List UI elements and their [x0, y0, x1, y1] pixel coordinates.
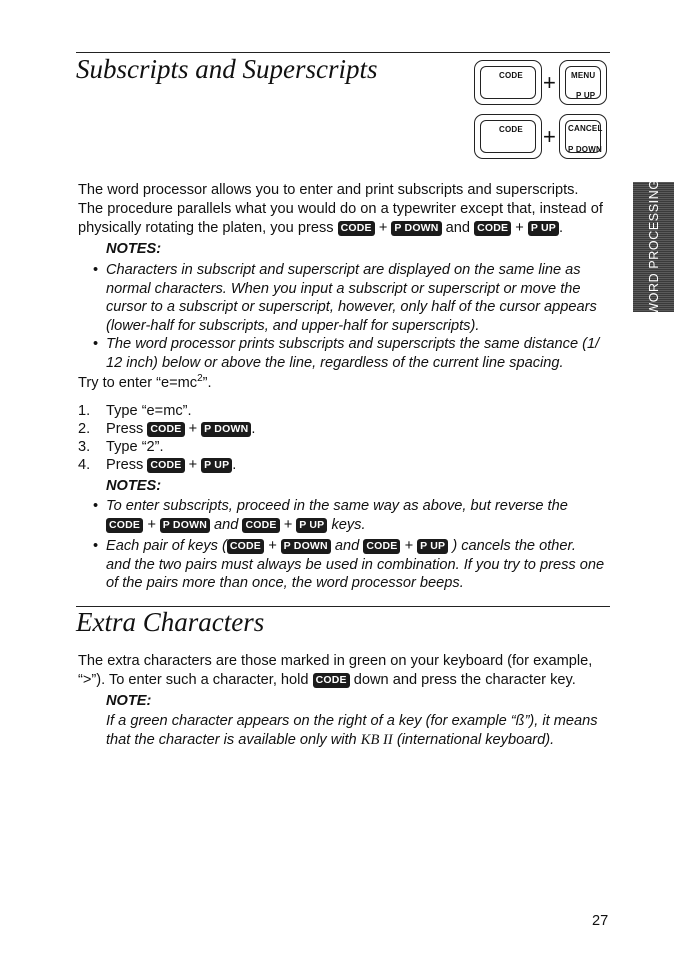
- step-4: 4. Press CODE + P UP .: [78, 457, 237, 473]
- cancel-pdown-key-diagram: CANCEL P DOWN: [559, 114, 607, 159]
- menu-pup-key-diagram: MENU P UP: [559, 60, 607, 105]
- pdown-key: P DOWN: [281, 539, 331, 554]
- code-key-diagram-2: CODE: [474, 114, 542, 159]
- note-label: NOTE:: [106, 693, 152, 709]
- plus-sign: +: [543, 124, 556, 149]
- code-key: CODE: [338, 221, 375, 236]
- code-key: CODE: [363, 539, 400, 554]
- code-key: CODE: [242, 518, 279, 533]
- note-item-4: • Each pair of keys ( CODE + P DOWN and CODE + P UP ) cancels the other. and the two pairs must always be used in combination. If you try to press one of the pairs more than once, the word processor beeps.: [93, 538, 605, 591]
- step-2: 2. Press CODE + P DOWN .: [78, 421, 256, 437]
- word-processing-side-tab: WORD PROCESSING: [633, 182, 674, 312]
- intro-line-1: The word processor allows you to enter and print subscripts and superscripts.: [78, 182, 579, 198]
- section-title-subscripts: Subscripts and Superscripts: [76, 54, 378, 84]
- pup-key: P UP: [201, 458, 232, 473]
- section-title-extra-characters: Extra Characters: [76, 607, 265, 637]
- code-key: CODE: [106, 518, 143, 533]
- page-number: 27: [592, 913, 609, 929]
- intro-line-3: physically rotating the platen, you press CODE + P DOWN and CODE + P UP .: [78, 220, 564, 236]
- pdown-key: P DOWN: [160, 518, 210, 533]
- pdown-key: P DOWN: [391, 221, 441, 236]
- pup-key: P UP: [528, 221, 559, 236]
- note-item-2: • The word processor prints subscripts and superscripts the same distance (1/ 12 inch) below or above the line, regardless of the current line spacing.: [93, 336, 600, 371]
- extra-line-2: “>”). To enter such a character, hold CODE down and press the character key.: [78, 672, 576, 688]
- code-key: CODE: [313, 673, 350, 688]
- step-1: 1. Type “e=mc”.: [78, 403, 192, 419]
- plus-sign: +: [543, 70, 556, 95]
- extra-line-1: The extra characters are those marked in green on your keyboard (for example,: [78, 653, 593, 669]
- note-item-3: • To enter subscripts, proceed in the same way as above, but reverse the CODE + P DOWN and CODE + P UP keys.: [93, 498, 568, 533]
- code-key: CODE: [474, 221, 511, 236]
- notes-label: NOTES:: [106, 241, 162, 257]
- pdown-key: P DOWN: [201, 422, 251, 437]
- extra-note: If a green character appears on the right of a key (for example “ß”), it means that the character is available only with KB II (international keyboard).: [106, 713, 598, 748]
- pup-key: P UP: [417, 539, 448, 554]
- intro-line-2: The procedure parallels what you would do on a typewriter except that, instead of: [78, 201, 603, 217]
- section-rule-top: [76, 52, 610, 53]
- notes-label-2: NOTES:: [106, 478, 162, 494]
- code-key: CODE: [227, 539, 264, 554]
- code-key-diagram-1: CODE: [474, 60, 542, 105]
- step-3: 3. Type “2”.: [78, 439, 164, 455]
- note-item-1: • Characters in subscript and superscript are displayed on the same line as normal characters. When you input a subscript or superscript or move the cursor to a subscript or superscript, however, only half of the cursor appears (lower-half for subscripts, and upper-half for superscripts).: [93, 262, 597, 334]
- pup-key: P UP: [296, 518, 327, 533]
- code-key: CODE: [147, 458, 184, 473]
- code-key: CODE: [147, 422, 184, 437]
- try-instruction: Try to enter “$e=mc^2$”.: [78, 373, 212, 391]
